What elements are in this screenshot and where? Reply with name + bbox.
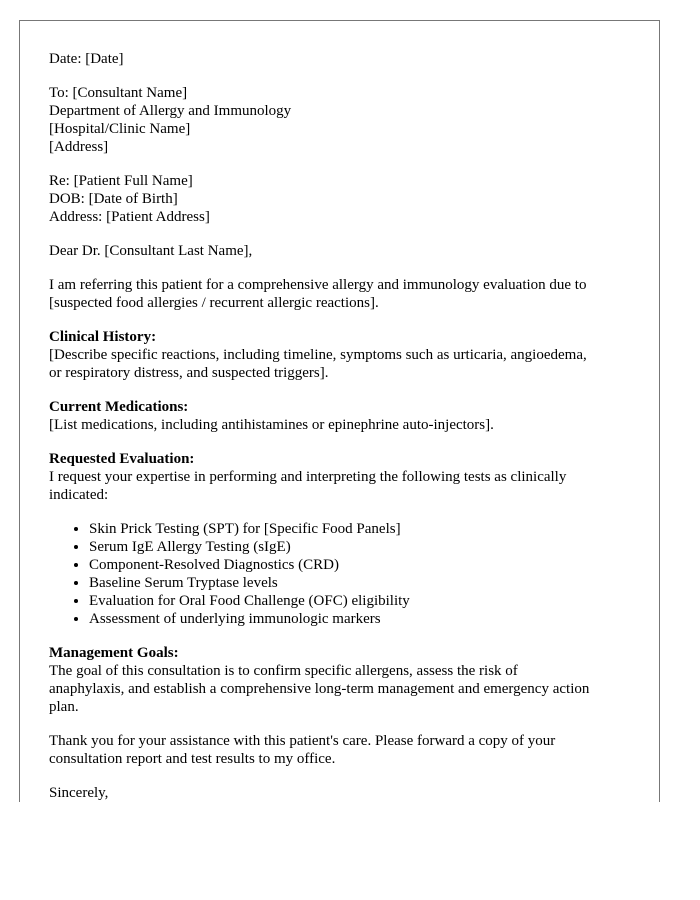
closing-line-2: consultation report and test results to my office. [49,751,336,767]
salutation: Dear Dr. [Consultant Last Name], [49,243,253,259]
clinical-history-section [49,328,633,382]
salutation-block [49,242,633,260]
test-item: • Baseline Serum Tryptase levels [89,574,633,592]
patient-info-block [49,172,633,226]
requested-tests-list [49,520,633,628]
patient-name: Re: [Patient Full Name] [49,173,193,189]
clinical-history-line-1: [Describe specific reactions, including timeline, symptoms such as urticaria, angioedema, [49,347,587,363]
intro-paragraph [49,276,633,312]
management-goals-heading: Management Goals: [49,645,179,661]
recipient-block [49,84,633,156]
letter-date: Date: [Date] [49,51,124,67]
signoff: Sincerely, [49,785,109,801]
intro-line-2: [suspected food allergies / recurrent allergic reactions]. [49,295,379,311]
current-medications-heading: Current Medications: [49,399,189,415]
letter-page [19,20,660,802]
closing-paragraph [49,732,633,768]
test-item: • Evaluation for Oral Food Challenge (OFC) eligibility [89,592,633,610]
letter-body [49,50,633,802]
management-goals-section [49,644,633,716]
recipient-name: To: [Consultant Name] [49,85,188,101]
test-item: • Component-Resolved Diagnostics (CRD) [89,556,633,574]
recipient-hospital: [Hospital/Clinic Name] [49,121,191,137]
test-item: • Assessment of underlying immunologic markers [89,610,633,628]
recipient-address: [Address] [49,139,109,155]
clinical-history-heading: Clinical History: [49,329,157,345]
requested-evaluation-line-1: I request your expertise in performing and interpreting the following tests as clinically [49,469,567,485]
date-line-block [49,50,633,68]
patient-dob: DOB: [Date of Birth] [49,191,178,207]
clinical-history-line-2: or respiratory distress, and suspected triggers]. [49,365,329,381]
current-medications-section [49,398,633,434]
requested-evaluation-line-2: indicated: [49,487,109,503]
requested-evaluation-section [49,450,633,504]
intro-line-1: I am referring this patient for a comprehensive allergy and immunology evaluation due to [49,277,587,293]
management-goals-line-2: anaphylaxis, and establish a comprehensive long-term management and emergency action [49,681,590,697]
current-medications-line-1: [List medications, including antihistamines or epinephrine auto-injectors]. [49,417,494,433]
test-item: • Skin Prick Testing (SPT) for [Specific Food Panels] [89,520,633,538]
management-goals-line-3: plan. [49,699,79,715]
recipient-department: Department of Allergy and Immunology [49,103,292,119]
test-item: • Serum IgE Allergy Testing (sIgE) [89,538,633,556]
patient-address: Address: [Patient Address] [49,209,210,225]
management-goals-line-1: The goal of this consultation is to confirm specific allergens, assess the risk of [49,663,518,679]
closing-line-1: Thank you for your assistance with this patient's care. Please forward a copy of your [49,733,556,749]
signoff-block [49,784,633,802]
requested-evaluation-heading: Requested Evaluation: [49,451,195,467]
